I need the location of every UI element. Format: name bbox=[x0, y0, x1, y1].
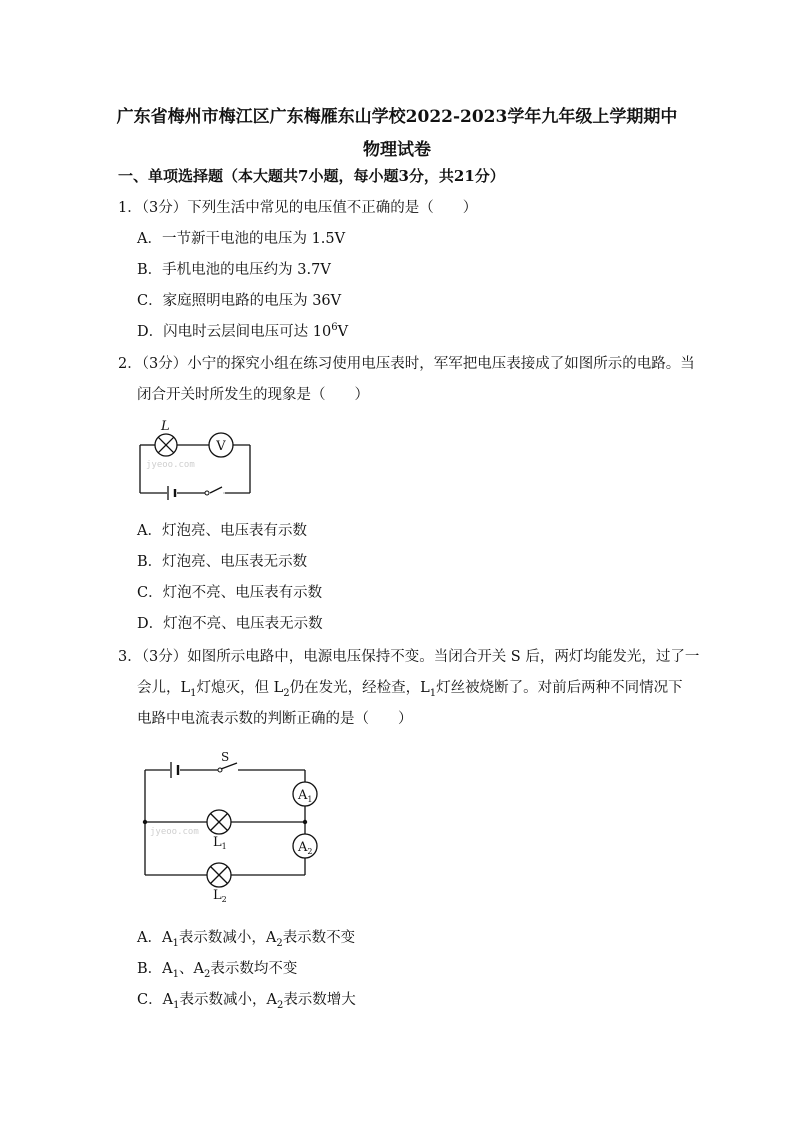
question-3-option-b: B．$A_1$、$A_2$表示数均不变 bbox=[137, 961, 298, 980]
question-1-stem: 1．（3分）下列生活中常见的电压值不正确的是（ ） bbox=[118, 200, 478, 216]
ammeter-a1-icon bbox=[293, 782, 317, 806]
question-2-option-a: A．灯泡亮、电压表有示数 bbox=[137, 523, 307, 539]
switch-label: S bbox=[221, 750, 230, 764]
ammeter-a1-label: $A_1$ bbox=[298, 788, 313, 804]
junction-dot-right bbox=[303, 820, 307, 824]
question-2-option-d: D．灯泡不亮、电压表无示数 bbox=[137, 616, 323, 632]
question-3-circuit-diagram bbox=[140, 748, 330, 908]
lamp-l1-label: $L_1$ bbox=[213, 835, 227, 851]
lamp-icon bbox=[155, 434, 177, 456]
question-2-stem-line2: 闭合开关时所发生的现象是（ ） bbox=[137, 387, 369, 403]
question-1-option-b: B．手机电池的电压约为 3.7V bbox=[137, 262, 331, 278]
question-1-option-d: D．闪电时云层间电压可达 $10^6V$ bbox=[137, 322, 349, 340]
switch-icon bbox=[205, 491, 224, 495]
voltmeter-icon bbox=[209, 433, 233, 457]
question-2-stem-line1: 2．（3分）小宁的探究小组在练习使用电压表时，军军把电压表接成了如图所示的电路。当 bbox=[118, 356, 695, 372]
voltmeter-label: V bbox=[216, 439, 226, 454]
ammeter-a2-label: $A_2$ bbox=[298, 840, 313, 856]
lamp-l2-icon bbox=[207, 863, 231, 887]
question-3-stem-line3: 电路中电流表示数的判断正确的是（ ） bbox=[137, 711, 413, 727]
battery-icon bbox=[168, 486, 175, 500]
question-3-option-c: C．$A_1$表示数减小，$A_2$表示数增大 bbox=[137, 992, 356, 1011]
question-1-option-a: A．一节新干电池的电压为 1.5V bbox=[137, 231, 346, 247]
junction-dot-left bbox=[143, 820, 147, 824]
question-2-option-b: B．灯泡亮、电压表无示数 bbox=[137, 554, 308, 570]
exam-title-line1: 广东省梅州市梅江区广东梅雁东山学校2022-2023学年九年级上学期期中 bbox=[116, 107, 678, 127]
battery-icon bbox=[171, 762, 178, 778]
question-1-option-c: C．家庭照明电路的电压为 36V bbox=[137, 293, 342, 309]
lamp-l1-icon bbox=[207, 810, 231, 834]
section-heading: 一、单项选择题（本大题共7小题，每小题3分，共21分） bbox=[118, 167, 505, 185]
question-3-stem-line2: 会儿，$L_1$灯熄灭，但 $L_2$仍在发光，经检查，$L_1$灯丝被烧断了。对前后两种不同情况下 bbox=[137, 680, 683, 699]
watermark: jyeoo.com bbox=[150, 827, 199, 837]
lamp-label: L bbox=[161, 419, 170, 434]
ammeter-a2-icon bbox=[293, 834, 317, 858]
exam-title-line2: 物理试卷 bbox=[363, 140, 431, 160]
question-3-stem-line1: 3．（3分）如图所示电路中，电源电压保持不变。当闭合开关 S 后，两灯均能发光，过了一 bbox=[118, 649, 700, 665]
watermark: jyeoo.com bbox=[146, 460, 195, 470]
question-2-option-c: C．灯泡不亮、电压表有示数 bbox=[137, 585, 323, 601]
switch-icon bbox=[218, 750, 237, 772]
lamp-l2-label: $L_2$ bbox=[213, 888, 227, 904]
question-2-circuit-diagram bbox=[130, 415, 260, 505]
question-3-option-a: A．$A_1$表示数减小，$A_2$表示数不变 bbox=[137, 930, 356, 949]
